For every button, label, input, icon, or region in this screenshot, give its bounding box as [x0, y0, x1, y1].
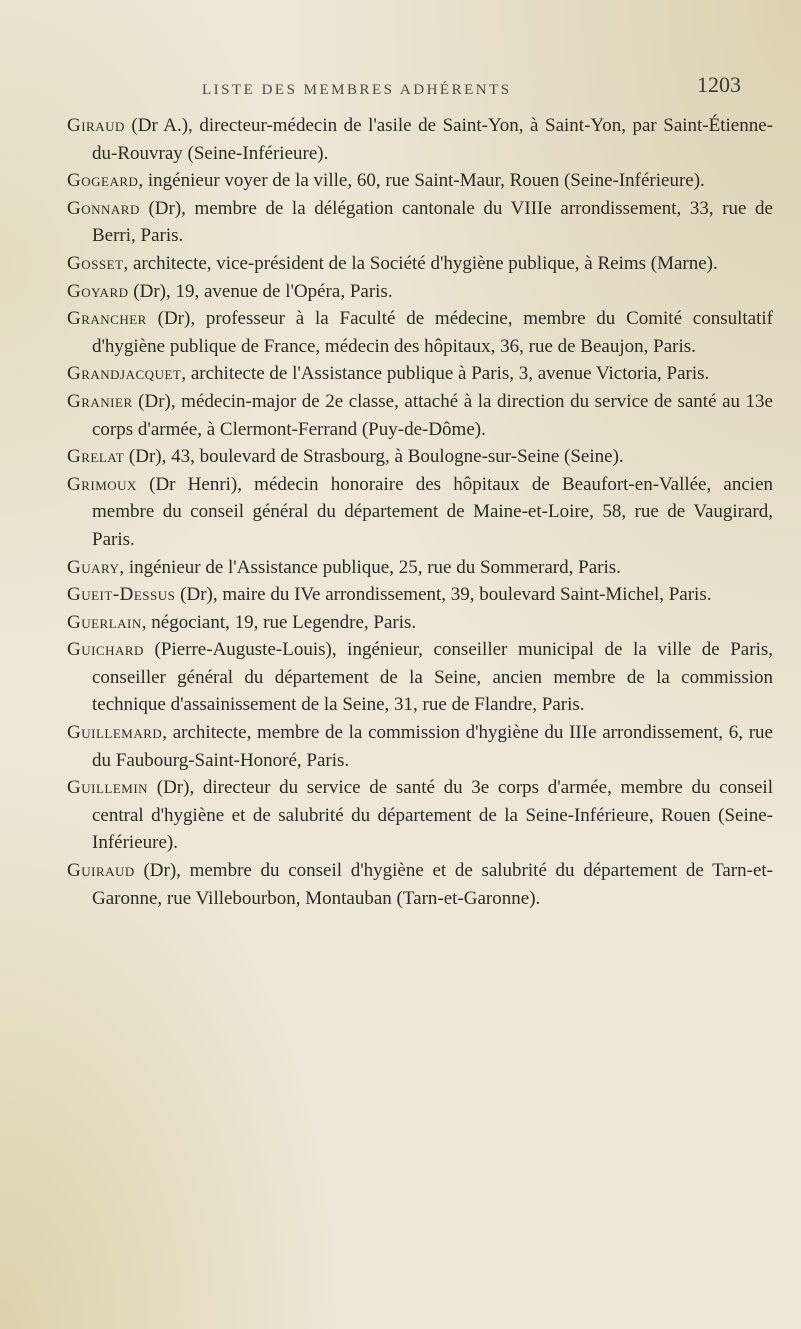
member-surname: Grandjacquet	[67, 363, 182, 385]
member-entry	[67, 609, 773, 637]
member-surname: Gueit-Dessus	[67, 584, 176, 606]
member-details: , architecte de l'Assistance publique à Paris, 3, avenue Victoria, Paris.	[181, 363, 710, 385]
member-details: , ingénieur de l'Assistance publique, 25, rue du Sommerard, Paris.	[119, 556, 621, 578]
member-entry	[67, 774, 773, 857]
member-surname: Gogeard	[67, 170, 139, 192]
member-entry	[67, 388, 773, 443]
member-surname: Guichard	[67, 639, 144, 661]
member-surname: Guerlain	[67, 611, 142, 633]
member-entry	[67, 167, 773, 195]
member-details: (Dr), directeur du service de santé du 3e corps d'armée, membre du conseil central d'hygiène et de salubrité du département de la Seine-Inférieure, Rouen (Seine-Inférieure).	[92, 777, 773, 854]
member-details: , architecte, vice-président de la Société d'hygiène publique, à Reims (Marne).	[123, 252, 718, 274]
member-entry	[67, 250, 773, 278]
member-details: (Pierre-Auguste-Louis), ingénieur, conseiller municipal de la ville de Paris, conseiller général du département de la Seine, ancien membre de la commission technique d'assainissement de la Seine, 31, rue de Flandre, Paris.	[92, 639, 773, 716]
member-surname: Grimoux	[67, 473, 137, 495]
member-surname: Granier	[67, 390, 133, 412]
member-details: , négociant, 19, rue Legendre, Paris.	[141, 611, 417, 633]
member-details: (Dr), médecin-major de 2e classe, attaché à la direction du service de santé au 13e corps d'armée, à Clermont-Ferrand (Puy-de-Dôme).	[92, 390, 773, 440]
member-entry	[67, 719, 773, 774]
member-details: , ingénieur voyer de la ville, 60, rue Saint-Maur, Rouen (Seine-Inférieure).	[138, 170, 705, 192]
member-surname: Goyard	[67, 280, 129, 302]
member-surname: Gosset	[67, 252, 124, 274]
member-surname: Grelat	[67, 446, 125, 468]
member-details: (Dr), maire du IVe arrondissement, 39, boulevard Saint-Michel, Paris.	[175, 584, 712, 606]
member-surname: Guillemin	[67, 777, 149, 799]
page-number: 1203	[697, 72, 741, 97]
member-surname: Guillemard	[67, 722, 163, 744]
member-details: , architecte, membre de la commission d'hygiène du IIIe arrondissement, 6, rue du Faubourg-Saint-Honoré, Paris.	[92, 722, 773, 771]
member-surname: Guiraud	[67, 860, 135, 882]
member-details: (Dr), 43, boulevard de Strasbourg, à Boulogne-sur-Seine (Seine).	[124, 446, 624, 468]
member-entry	[67, 195, 773, 250]
member-entry	[67, 112, 773, 167]
member-details: (Dr), 19, avenue de l'Opéra, Paris.	[128, 280, 393, 302]
member-entry	[67, 471, 773, 554]
member-entry	[67, 636, 773, 719]
member-details: (Dr), membre du conseil d'hygiène et de salubrité du département de Tarn-et-Garonne, rue Villebourbon, Montauban (Tarn-et-Garonne).	[92, 860, 773, 909]
member-surname: Grancher	[67, 308, 147, 330]
member-surname: Gonnard	[67, 197, 140, 219]
member-entry	[67, 554, 773, 582]
member-entry	[67, 857, 773, 912]
member-surname: Giraud	[67, 115, 125, 136]
member-details: (Dr), membre de la délégation cantonale du VIIIe arrondissement, 33, rue de Berri, Paris.	[92, 197, 773, 247]
member-entry	[67, 443, 773, 471]
member-details: (Dr Henri), médecin honoraire des hôpitaux de Beaufort-en-Vallée, ancien membre du conseil général du département de Maine-et-Loire, 58, rue de Vaugirard, Paris.	[92, 473, 773, 550]
member-list	[67, 112, 773, 912]
member-details: (Dr A.), directeur-médecin de l'asile de Saint-Yon, à Saint-Yon, par Saint-Étienne-du-Rouvray (Seine-Inférieure).	[92, 115, 773, 164]
member-entry	[67, 305, 773, 360]
member-entry	[67, 581, 773, 609]
running-title: LISTE DES MEMBRES ADHÉRENTS	[202, 82, 512, 98]
member-details: (Dr), professeur à la Faculté de médecine, membre du Comité consultatif d'hygiène publique de France, médecin des hôpitaux, 36, rue de Beaujon, Paris.	[92, 308, 773, 357]
member-entry	[67, 278, 773, 306]
member-surname: Guary	[67, 556, 120, 578]
member-entry	[67, 360, 773, 388]
